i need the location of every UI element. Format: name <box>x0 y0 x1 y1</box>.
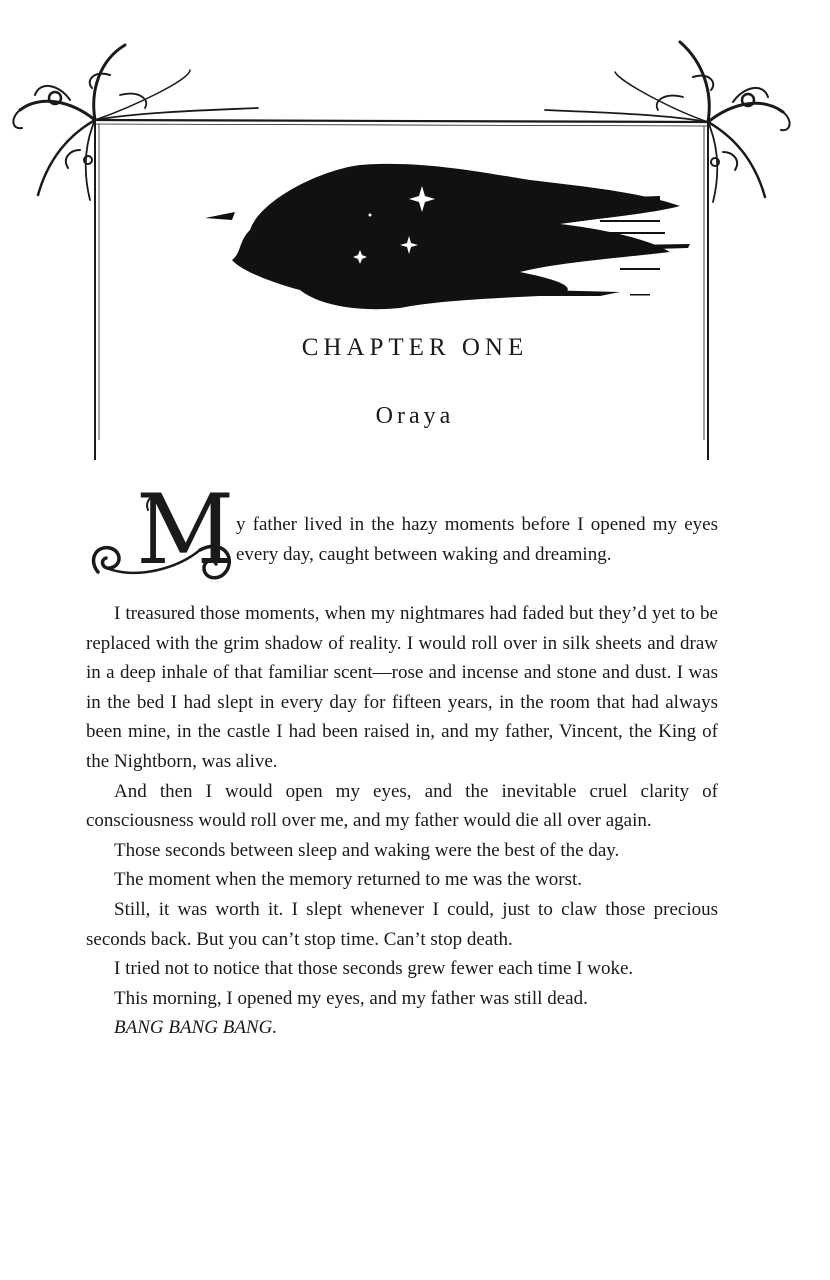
paragraph-9: BANG BANG BANG. <box>114 1017 278 1039</box>
paragraph-6: Still, it was worth it. I slept whenever I could, just to claw those precious seconds back. But you can’t stop time. Can’t stop death. <box>86 898 718 950</box>
ink-brush-star-icon <box>205 164 690 309</box>
paragraph-7: I tried not to notice that those seconds grew fewer each time I woke. <box>114 958 634 980</box>
drop-cap-letter: M <box>136 474 235 586</box>
paragraph-4: Those seconds between sleep and waking were the best of the day. <box>114 839 620 861</box>
paragraph-2: I treasured those moments, when my nightmares had faded but they’d yet to be replaced with the grim shadow of reality. I would roll over in silk sheets and draw in a deep inhale of that familiar scent—rose and incense and stone and dust. I was in the bed I had slept in every day for fifteen years, in the room that had always been mine, in the castle I had been raised in, and my father, Vincent, the King of the Nightborn, was alive. <box>86 603 718 772</box>
chapter-body <box>86 510 718 1043</box>
paragraph-5: The moment when the memory returned to me was the worst. <box>114 869 583 891</box>
chapter-name: Oraya <box>375 403 455 429</box>
chapter-title: CHAPTER ONE <box>301 334 529 361</box>
thorn-flourish-left-icon <box>13 45 258 200</box>
paragraph-3: And then I would open my eyes, and the inevitable cruel clarity of consciousness would roll over me, and my father would die all over again. <box>86 780 718 832</box>
paragraph-8: This morning, I opened my eyes, and my father was still dead. <box>114 987 588 1009</box>
paragraph-1: y father lived in the hazy moments before I opened my eyes every day, caught between waking and dreaming. <box>236 514 718 565</box>
